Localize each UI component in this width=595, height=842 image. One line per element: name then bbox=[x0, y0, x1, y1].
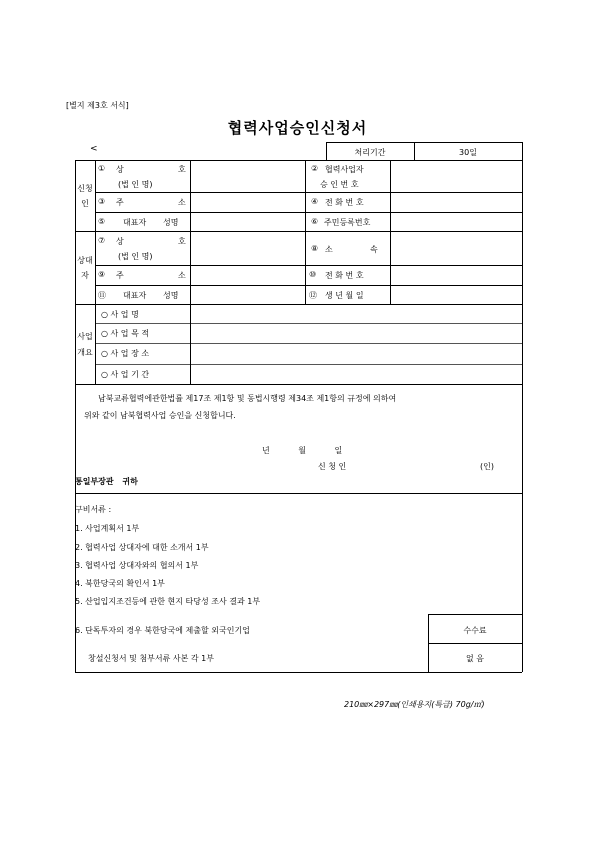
fee-value: 없 음 bbox=[466, 654, 484, 663]
applicant-name-num: ① bbox=[98, 164, 106, 173]
applicant-approval-label: 협력사업자 bbox=[325, 165, 364, 174]
counterpart-address-num: ⑨ bbox=[98, 270, 106, 279]
counterpart-side-label: 상대 bbox=[77, 256, 93, 265]
overview-project-period: ○ 사 업 기 간 bbox=[101, 370, 150, 379]
counterpart-name-label: 상 bbox=[116, 237, 124, 246]
documents-heading: 구비서류 : bbox=[75, 505, 112, 514]
applicant-rep-label-end: 성명 bbox=[163, 218, 179, 227]
applicant-rep-label: 대표자 bbox=[123, 218, 147, 227]
applicant-address-num: ③ bbox=[98, 197, 106, 206]
applicant-resident-num: ⑥ bbox=[311, 217, 319, 226]
counterpart-name-num: ⑦ bbox=[98, 236, 106, 245]
counterpart-birth-label: 생 년 월 일 bbox=[325, 291, 364, 300]
document-item: 6. 단독투자의 경우 북한당국에 제출할 외국인기업 bbox=[75, 626, 250, 635]
document-item: 창설신청서 및 첨부서류 사본 각 1부 bbox=[88, 654, 214, 663]
seal-mark: (인) bbox=[480, 462, 494, 471]
declaration-line-1: 남북교류협력에관한법률 제17조 제1항 및 동법시행령 제34조 제1항의 규정에 의하여 bbox=[98, 394, 397, 403]
applicant-phone-label: 전 화 번 호 bbox=[325, 198, 364, 207]
applicant-resident-label: 주민등록번호 bbox=[324, 218, 371, 227]
counterpart-rep-label-end: 성명 bbox=[163, 291, 179, 300]
counterpart-phone-label: 전 화 번 호 bbox=[325, 271, 364, 280]
counterpart-affiliation-label: 소 bbox=[325, 245, 333, 254]
fee-label: 수수료 bbox=[463, 626, 487, 635]
applicant-rep-num: ⑤ bbox=[98, 217, 106, 226]
overview-side-label-2: 개요 bbox=[77, 348, 93, 357]
applicant-name-label: 상 bbox=[116, 165, 124, 174]
document-item: 2. 협력사업 상대자에 대한 소개서 1부 bbox=[75, 543, 209, 552]
applicant-name-sub: (법 인 명) bbox=[118, 180, 153, 189]
counterpart-affiliation-num: ⑧ bbox=[311, 244, 319, 253]
applicant-approval-num: ② bbox=[311, 164, 319, 173]
counterpart-name-label-end: 호 bbox=[178, 237, 186, 246]
overview-project-name: ○ 사 업 명 bbox=[101, 310, 139, 319]
document-item: 1. 사업계획서 1부 bbox=[75, 524, 140, 533]
overview-project-location: ○ 사 업 장 소 bbox=[101, 349, 150, 358]
recipient: 통일부장관 귀하 bbox=[75, 477, 138, 486]
counterpart-phone-num: ⑩ bbox=[309, 270, 317, 279]
receipt-mark: < bbox=[90, 144, 98, 154]
form-title: 협력사업승인신청서 bbox=[227, 119, 368, 137]
counterpart-side-label-2: 자 bbox=[81, 271, 89, 280]
document-item: 5. 산업입지조건등에 관한 현지 타당성 조사 결과 1부 bbox=[75, 597, 261, 606]
paper-size-note: 210㎜×297㎜(인쇄용지(특급) 70g/㎡) bbox=[344, 700, 485, 709]
processing-period-label: 처리기간 bbox=[354, 148, 386, 157]
counterpart-address-label: 주 bbox=[116, 271, 124, 280]
overview-side-label: 사업 bbox=[77, 332, 93, 341]
document-item: 4. 북한당국의 확인서 1부 bbox=[75, 579, 165, 588]
counterpart-affiliation-label-end: 속 bbox=[370, 245, 378, 254]
applicant-phone-num: ④ bbox=[311, 197, 319, 206]
applicant-side-label: 신청 bbox=[77, 184, 93, 193]
counterpart-rep-num: ⑪ bbox=[98, 291, 106, 300]
applicant-name-label-end: 호 bbox=[178, 165, 186, 174]
applicant-side-label-2: 인 bbox=[81, 199, 89, 208]
form-number: [별지 제3호 서식] bbox=[66, 101, 129, 110]
overview-project-purpose: ○ 사 업 목 적 bbox=[101, 329, 150, 338]
declaration-line-2: 위와 같이 남북협력사업 승인을 신청합니다. bbox=[84, 411, 236, 420]
counterpart-birth-num: ⑫ bbox=[309, 291, 317, 300]
counterpart-name-sub: (법 인 명) bbox=[118, 252, 153, 261]
document-item: 3. 협력사업 상대자와의 협의서 1부 bbox=[75, 561, 199, 570]
application-date: 년 월 일 bbox=[262, 446, 343, 455]
processing-period-value: 30일 bbox=[459, 148, 477, 157]
applicant-address-label-end: 소 bbox=[178, 198, 186, 207]
applicant-approval-label-2: 승 인 번 호 bbox=[320, 180, 359, 189]
applicant-address-label: 주 bbox=[116, 198, 124, 207]
applicant-signature-label: 신 청 인 bbox=[318, 462, 347, 471]
counterpart-address-label-end: 소 bbox=[178, 271, 186, 280]
counterpart-rep-label: 대표자 bbox=[123, 291, 147, 300]
